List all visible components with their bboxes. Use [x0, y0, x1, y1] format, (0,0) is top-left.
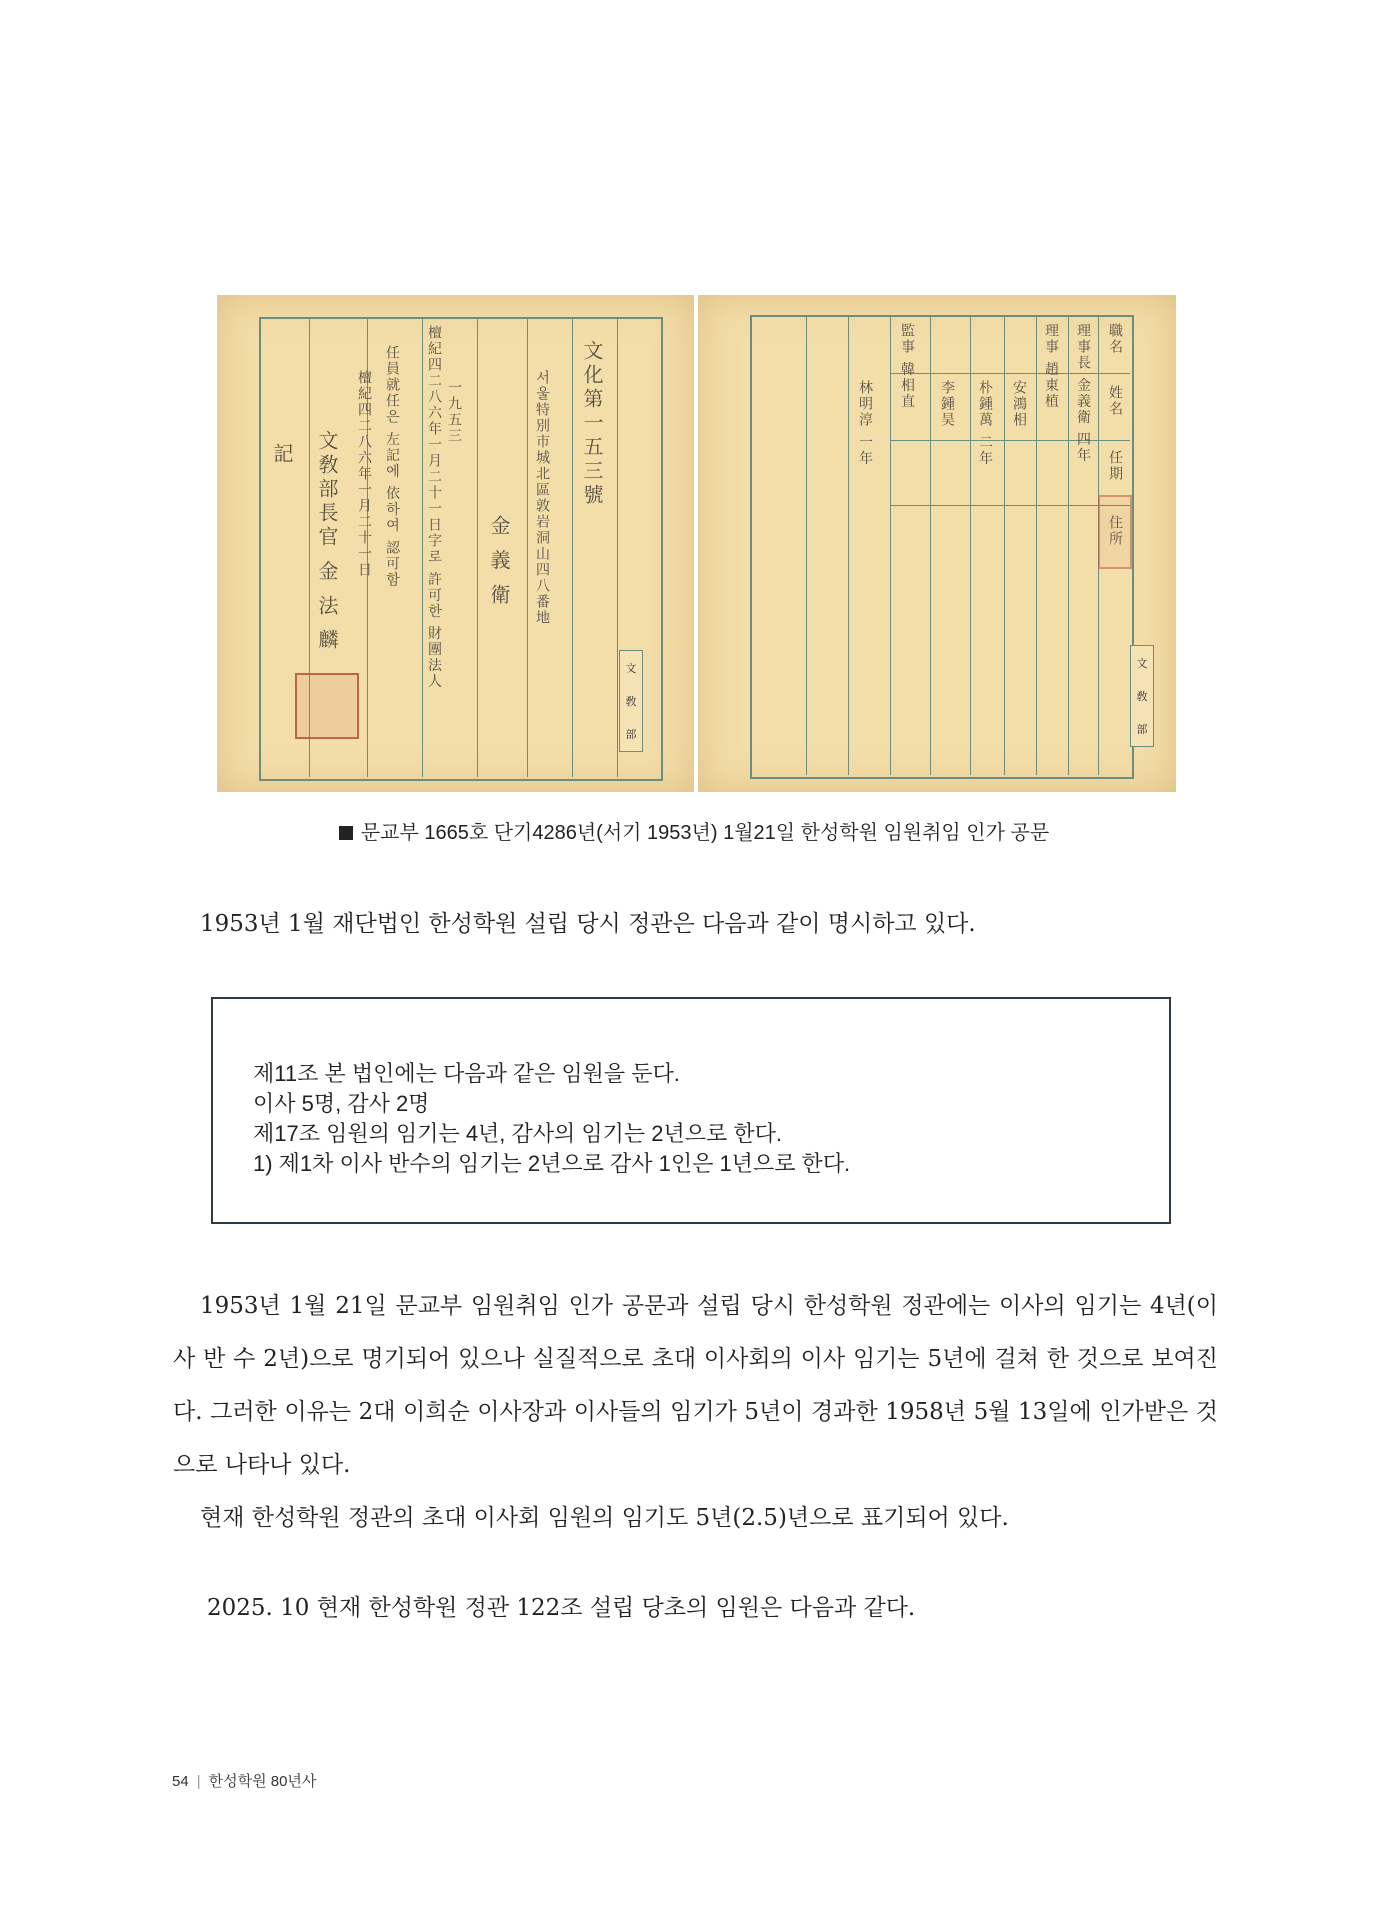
handwritten-column: 文敎部長官 金 法 麟	[315, 430, 339, 654]
handwritten-header: 任期	[1107, 450, 1123, 482]
handwritten-column: 安鴻相	[1011, 380, 1027, 428]
closing-paragraph: 2025. 10 현재 한성학원 정관 122조 설립 당초의 임원은 다음과 같다.	[207, 1595, 916, 1621]
handwritten-column: 檀紀四二八六年一月二十一日字로 許可한 財團法人	[426, 325, 442, 690]
book-title: 한성학원 80년사	[208, 1773, 317, 1790]
intro-paragraph: 1953년 1월 재단법인 한성학원 설립 당시 정관은 다음과 같이 명시하고 있다.	[200, 911, 976, 937]
figure-caption: 문교부 1665호 단기4286년(서기 1953년) 1월21일 한성학원 임원취임 인가 공문	[0, 816, 1388, 845]
handwritten-column: 記	[270, 443, 294, 467]
handwritten-column: 林明淳 一年	[857, 380, 873, 467]
ministry-label: 文 敎 部	[1130, 645, 1154, 747]
handwritten-column: 金 義 衛	[487, 515, 511, 608]
handwritten-header: 住所	[1107, 515, 1123, 547]
red-seal-stamp	[1098, 495, 1132, 569]
handwritten-header: 職名	[1107, 323, 1123, 355]
ministry-label: 文 敎 部	[619, 650, 643, 752]
handwritten-column: 任員就任은 左記에 依하여 認可함	[384, 345, 400, 589]
handwritten-column: 監事 韓相直	[899, 323, 915, 410]
page-number: 54	[172, 1773, 189, 1790]
archival-document-left	[217, 295, 694, 792]
handwritten-column: 李鍾昊	[939, 380, 955, 428]
handwritten-column: 理事 趙東植	[1043, 323, 1059, 410]
body-paragraph: 1953년 1월 21일 문교부 임원취임 인가 공문과 설립 당시 한성학원 정관에는 이사의 임기는 4년(이사 반 수 2년)으로 명기되어 있으나 실질적으로 초대 이사회의 이사 임기는 5년에 걸쳐 한 것으로 보여진다. 그러한 이유는 2대 이희순 이사장과 이사들의 임기가 5년이 경과한 1958년 5월 13일에 인가받은 것으로 나타나 있다.	[173, 1293, 1218, 1478]
handwritten-column: 理事長 金義衛 四年	[1075, 323, 1091, 464]
handwritten-column: 朴鍾萬 二年	[977, 380, 993, 467]
handwritten-column: 文化第一五三號	[580, 340, 604, 508]
article-line: 제11조 본 법인에는 다음과 같은 임원을 둔다.	[253, 1061, 680, 1086]
handwritten-column: 서울特別市城北區敦岩洞山四八番地	[534, 370, 550, 626]
article-line: 제17조 임원의 임기는 4년, 감사의 임기는 2년으로 한다.	[253, 1121, 782, 1146]
handwritten-header: 姓名	[1107, 385, 1123, 417]
archival-document-right	[698, 295, 1176, 792]
article-line: 이사 5명, 감사 2명	[253, 1091, 430, 1116]
square-bullet-icon	[339, 826, 353, 840]
red-seal-stamp	[295, 673, 359, 739]
article-line: 1) 제1차 이사 반수의 임기는 2년으로 감사 1인은 1년으로 한다.	[253, 1151, 851, 1176]
body-paragraph: 현재 한성학원 정관의 초대 이사회 임원의 임기도 5년(2.5)년으로 표기되어 있다.	[200, 1505, 1009, 1531]
handwritten-column: 一九五三	[446, 380, 462, 444]
body-text	[173, 1280, 1218, 1545]
articles-box	[211, 997, 1171, 1224]
handwritten-column: 檀紀四二八六年一月二十一日	[356, 370, 372, 578]
page-footer: 54 | 한성학원 80년사	[172, 1773, 317, 1790]
